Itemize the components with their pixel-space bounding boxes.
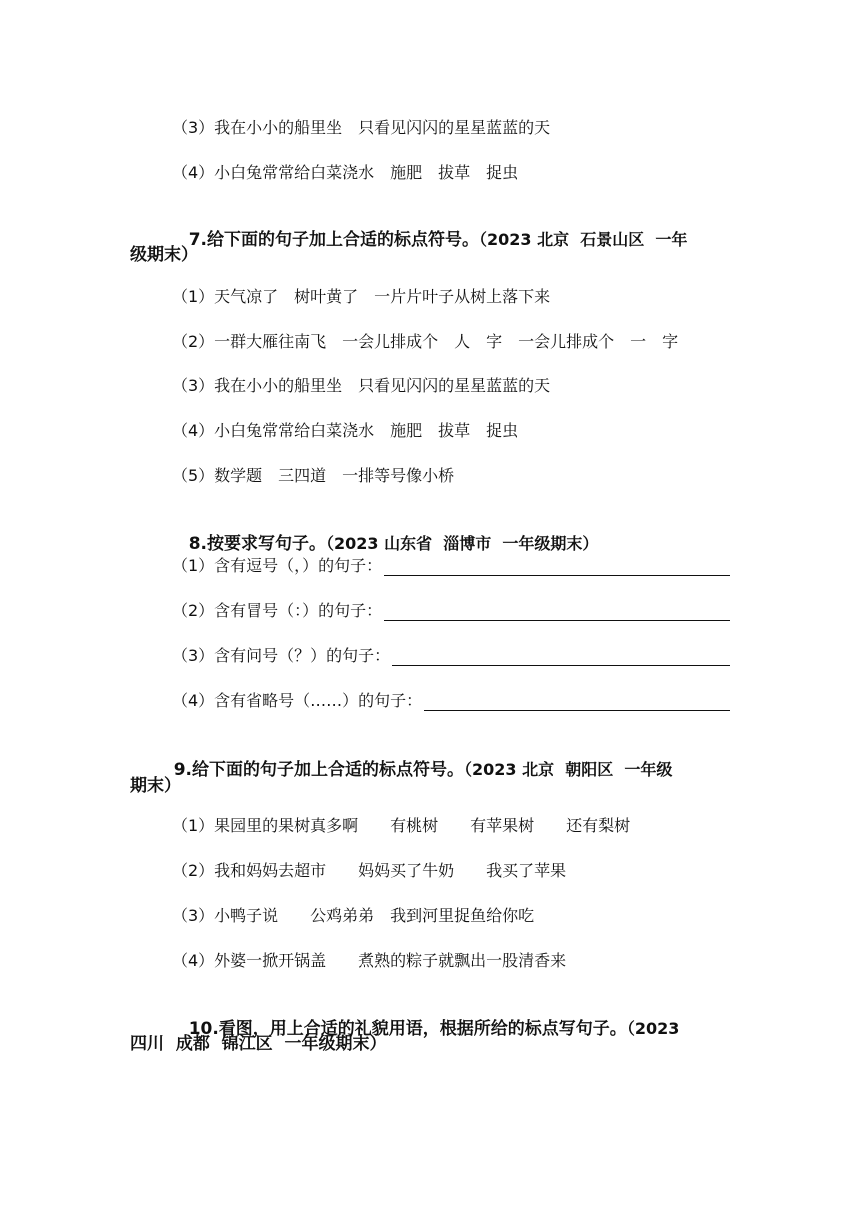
q7-item-3: （3）我在小小的船里坐 只看见闪闪的星星蓝蓝的天	[172, 376, 551, 395]
q8-item-2	[172, 599, 730, 621]
q9-item-3: （3）小鸭子说 公鸡弟弟 我到河里捉鱼给你吃	[172, 906, 535, 925]
q9-source: （2023 北京 朝阳区 一年级	[463, 760, 673, 779]
q7-heading	[165, 207, 735, 273]
q8-answer-line-3[interactable]	[392, 649, 730, 666]
q8-item-2-label: （2）含有冒号（：）的句子：	[172, 601, 383, 620]
prev-item-4: （4）小白兔常常给白菜浇水 施肥 拔草 捉虫	[172, 163, 519, 182]
q8-item-1	[172, 554, 730, 576]
q8-answer-line-1[interactable]	[384, 559, 730, 576]
q7-item-4: （4）小白兔常常给白菜浇水 施肥 拔草 捉虫	[172, 421, 519, 440]
q7-item-5: （5）数学题 三四道 一排等号像小桥	[172, 466, 455, 485]
q8-item-4-label: （4）含有省略号（……）的句子：	[172, 691, 423, 710]
q8-answer-line-4[interactable]	[424, 694, 730, 711]
q8-answer-line-2[interactable]	[384, 604, 730, 621]
q8-source: （2023 山东省 淄博市 一年级期末）	[325, 534, 599, 553]
q7-source: （2023 北京 石景山区 一年	[478, 230, 688, 249]
q8-item-1-label: （1）含有逗号（，）的句子：	[172, 556, 383, 575]
q8-item-4	[172, 689, 730, 711]
q10-title: 10.看图，用上合适的礼貌用语，根据所给的标点写句子。	[188, 1019, 627, 1039]
q7-title: 7.给下面的句子加上合适的标点符号。	[188, 230, 479, 250]
q8-title: 8.按要求写句子。	[188, 534, 326, 554]
q9-item-4: （4）外婆一掀开锅盖 煮熟的粽子就飘出一股清香来	[172, 951, 567, 970]
q7-item-1: （1）天气凉了 树叶黄了 一片片叶子从树上落下来	[172, 287, 551, 306]
q9-title: 9.给下面的句子加上合适的标点符号。	[173, 760, 464, 780]
prev-item-3: （3）我在小小的船里坐 只看见闪闪的星星蓝蓝的天	[172, 118, 551, 137]
q10-source-cont: 四川 成都 锦江区 一年级期末）	[130, 1034, 387, 1054]
q7-item-2: （2）一群大雁往南飞 一会儿排成个 人 字 一会儿排成个 一 字	[172, 332, 679, 351]
q8-item-3-label: （3）含有问号（？）的句子：	[172, 646, 391, 665]
q9-item-2: （2）我和妈妈去超市 妈妈买了牛奶 我买了苹果	[172, 861, 567, 880]
q8-item-3	[172, 644, 730, 666]
q9-item-1: （1）果园里的果树真多啊 有桃树 有苹果树 还有梨树	[172, 816, 631, 835]
q9-heading	[150, 737, 735, 803]
q10-source: （2023	[626, 1019, 680, 1038]
q7-source-cont: 级期末）	[130, 245, 198, 265]
q9-source-cont: 期末）	[130, 776, 181, 796]
